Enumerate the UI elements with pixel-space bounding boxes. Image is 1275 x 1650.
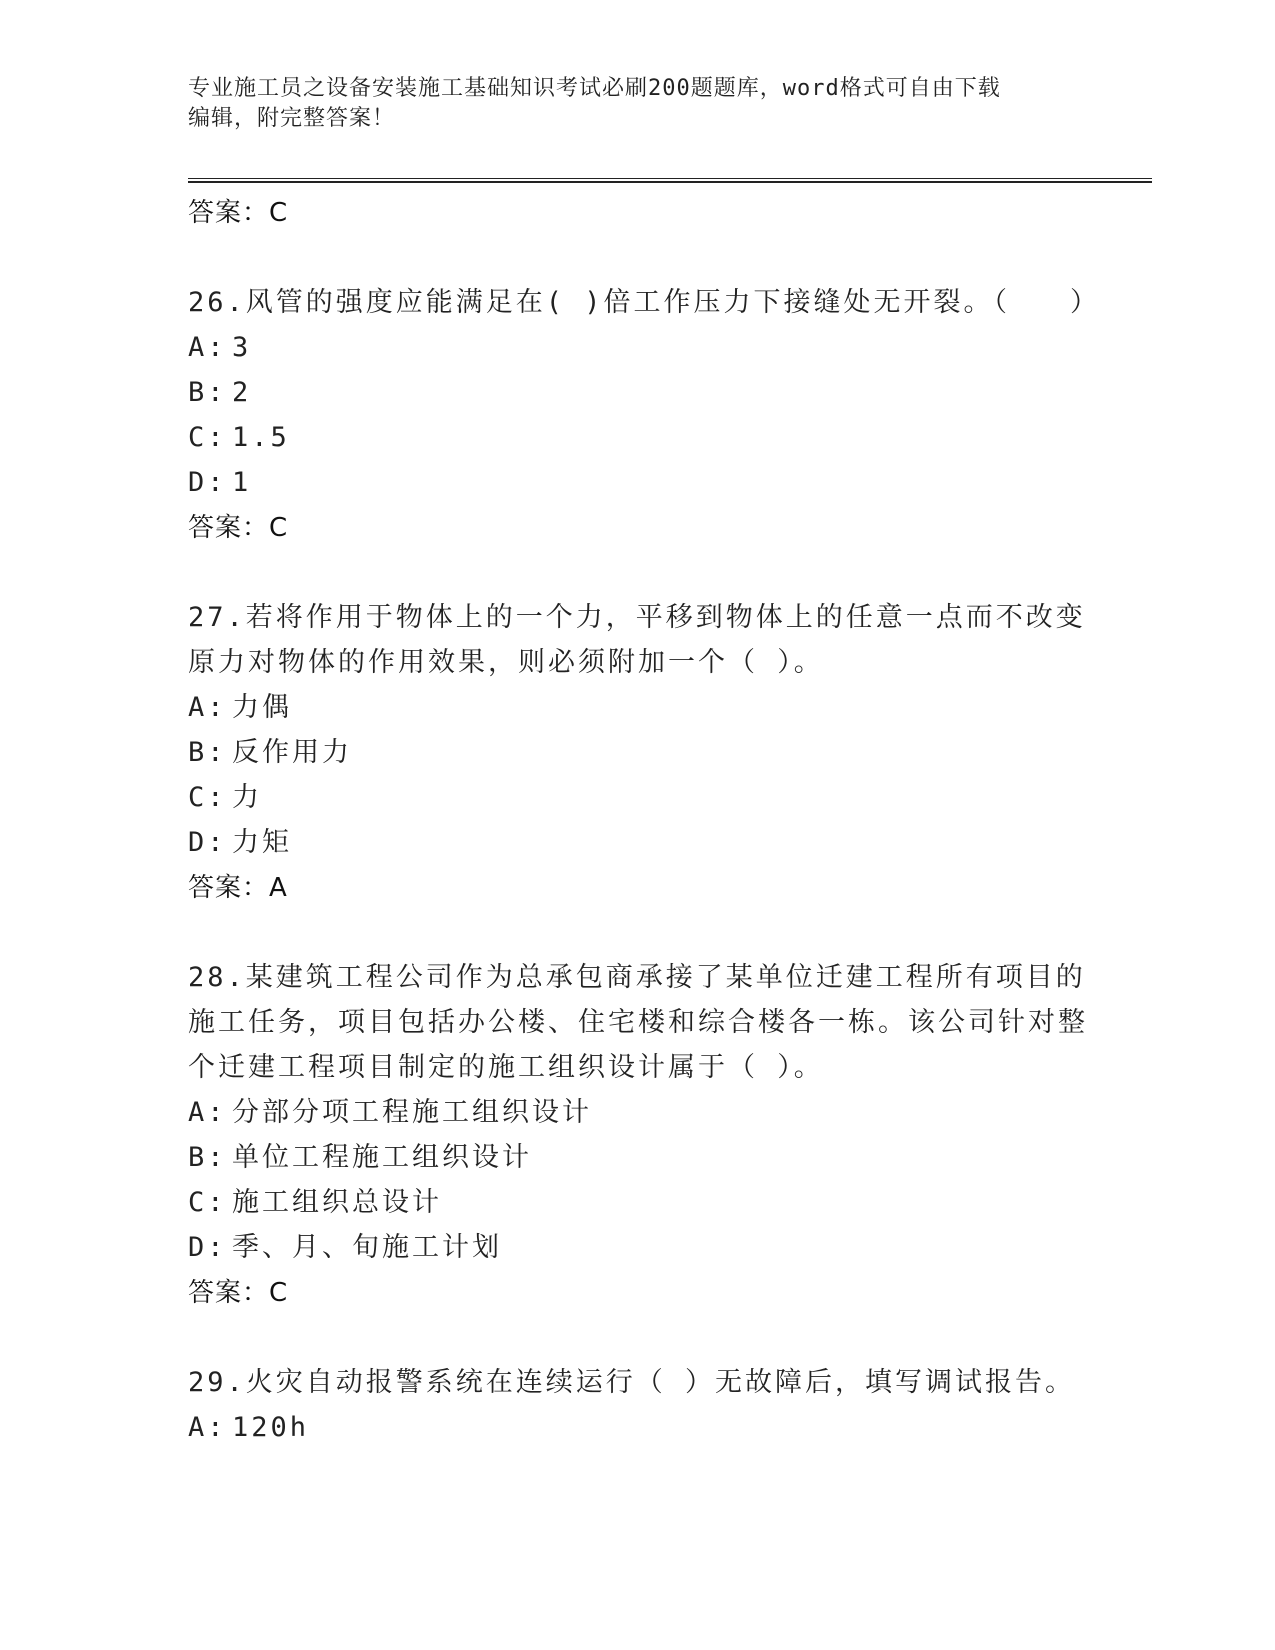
option-b	[188, 730, 1088, 775]
option-b	[188, 370, 1088, 415]
question-text: 27.若将作用于物体上的一个力，平移到物体上的任意一点而不改变原力对物体的作用效果，则必须附加一个（ ）。	[188, 602, 1086, 678]
option-a	[188, 685, 1088, 730]
option-letter: D:	[188, 1232, 227, 1263]
option-letter: B:	[188, 737, 227, 768]
option-a	[188, 1405, 1088, 1450]
option-letter: C:	[188, 1187, 227, 1218]
option-a	[188, 325, 1088, 370]
answer: 答案：A	[188, 873, 288, 903]
option-d	[188, 460, 1088, 505]
option-a	[188, 1090, 1088, 1135]
spacer	[188, 911, 1088, 955]
question-text: 29.火灾自动报警系统在连续运行（ ）无故障后，填写调试报告。	[188, 1367, 1076, 1398]
answer: 答案：C	[188, 513, 289, 543]
answer: 答案：C	[188, 1278, 289, 1308]
option-text: 力偶	[232, 692, 292, 723]
option-text: 分部分项工程施工组织设计	[232, 1097, 592, 1128]
option-d	[188, 1225, 1088, 1270]
spacer	[188, 1316, 1088, 1360]
option-letter: D:	[188, 827, 227, 858]
option-text: 施工组织总设计	[232, 1187, 442, 1218]
document-header	[188, 74, 1088, 134]
option-text: 力	[232, 782, 262, 813]
question-27	[188, 595, 1088, 911]
option-b	[188, 1135, 1088, 1180]
option-text: 1	[232, 467, 252, 498]
question-28	[188, 955, 1088, 1316]
spacer	[188, 236, 1088, 280]
option-letter: C:	[188, 782, 227, 813]
header-title-line-2: 编辑，附完整答案！	[188, 106, 396, 131]
option-text: 力矩	[232, 827, 292, 858]
option-letter: D:	[188, 467, 227, 498]
question-26	[188, 280, 1101, 551]
option-c	[188, 415, 1088, 460]
option-text: 季、月、旬施工计划	[232, 1232, 502, 1263]
option-letter: A:	[188, 692, 227, 723]
question-text: 28.某建筑工程公司作为总承包商承接了某单位迁建工程所有项目的施工任务，项目包括办公楼、住宅楼和综合楼各一栋。该公司针对整个迁建工程项目制定的施工组织设计属于（ ）。	[188, 962, 1088, 1083]
option-letter: B:	[188, 377, 227, 408]
option-letter: C:	[188, 422, 227, 453]
header-divider	[188, 178, 1152, 183]
question-29	[188, 1360, 1088, 1450]
option-letter: B:	[188, 1142, 227, 1173]
spacer	[188, 551, 1088, 595]
option-text: 3	[232, 332, 252, 363]
option-text: 1.5	[232, 422, 290, 453]
option-d	[188, 820, 1088, 865]
option-c	[188, 1180, 1088, 1225]
option-letter: A:	[188, 332, 227, 363]
option-text: 反作用力	[232, 737, 352, 768]
question-text: 26.风管的强度应能满足在( )倍工作压力下接缝处无开裂。（ ）	[188, 287, 1101, 318]
option-c	[188, 775, 1088, 820]
option-letter: A:	[188, 1412, 227, 1443]
previous-answer: 答案：C	[188, 198, 289, 228]
option-text: 2	[232, 377, 252, 408]
option-letter: A:	[188, 1097, 227, 1128]
option-text: 120h	[232, 1412, 310, 1443]
header-title-line-1: 专业施工员之设备安装施工基础知识考试必刷200题题库，word格式可自由下载	[188, 76, 1001, 101]
question-list	[188, 190, 1101, 1450]
option-text: 单位工程施工组织设计	[232, 1142, 532, 1173]
